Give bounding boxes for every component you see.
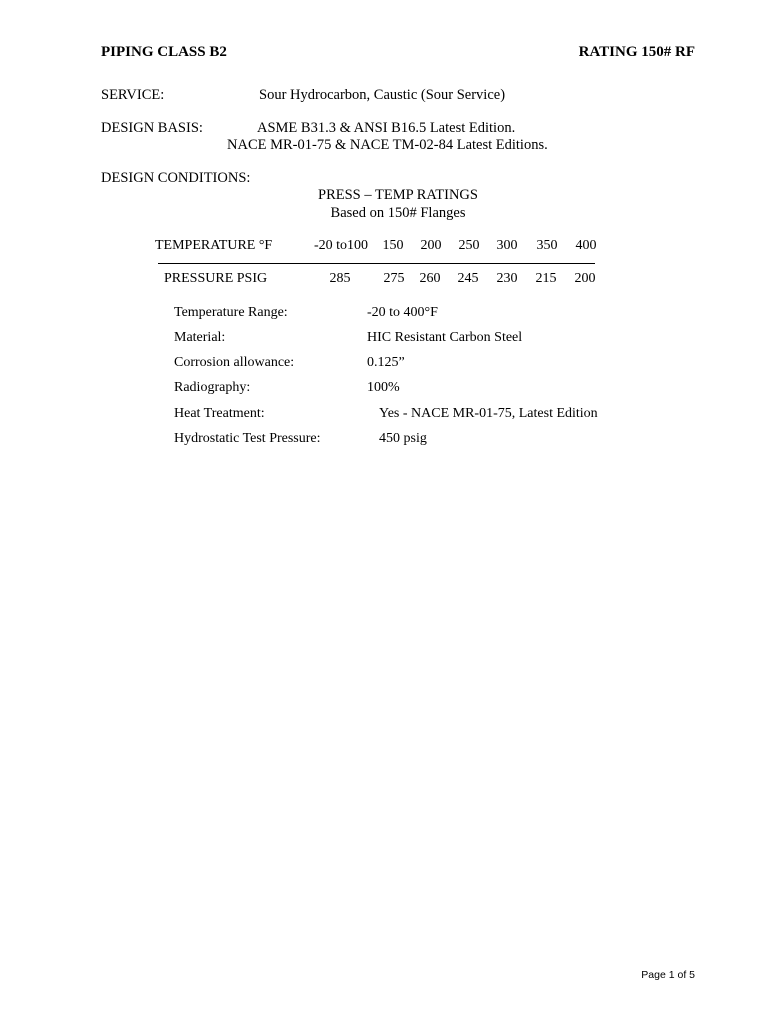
pressure-cell: 260 [419,271,441,286]
table-divider [158,263,595,264]
ratings-subtitle: Based on 150# Flanges [330,205,466,221]
design-conditions-label: DESIGN CONDITIONS: [101,170,251,186]
property-label: Temperature Range: [174,305,288,320]
design-basis-label: DESIGN BASIS: [101,120,203,136]
ratings-title: PRESS – TEMP RATINGS [318,187,478,203]
property-value: HIC Resistant Carbon Steel [367,330,523,345]
temperature-cell: 150 [382,238,404,253]
rating-heading: RATING 150# RF [578,44,695,60]
temperature-cell: 200 [420,238,442,253]
temperature-cell: 300 [496,238,518,253]
property-value: Yes - NACE MR-01-75, Latest Edition [379,406,598,421]
pressure-cell: 275 [383,271,405,286]
pressure-cell: 245 [457,271,479,286]
temperature-cell: 400 [575,238,597,253]
pressure-cell: 285 [329,271,351,286]
temperature-cell: 250 [458,238,480,253]
property-label: Corrosion allowance: [174,355,295,370]
property-label: Radiography: [174,380,251,395]
piping-class-heading: PIPING CLASS B2 [101,44,227,60]
pressure-cell: 215 [535,271,557,286]
property-value: 450 psig [379,431,427,446]
temperature-cell: 350 [536,238,558,253]
property-label: Material: [174,330,226,345]
page-number: Page 1 of 5 [641,969,695,981]
temperature-row-label: TEMPERATURE °F [155,238,273,253]
temperature-cell: -20 to100 [313,238,369,253]
property-label: Heat Treatment: [174,406,265,421]
property-value: 0.125” [367,355,405,370]
property-value: -20 to 400°F [367,305,438,320]
service-value: Sour Hydrocarbon, Caustic (Sour Service) [259,87,506,103]
property-value: 100% [367,380,400,395]
pressure-cell: 230 [496,271,518,286]
design-basis-line-2: NACE MR-01-75 & NACE TM-02-84 Latest Editions. [227,137,548,153]
design-basis-line-1: ASME B31.3 & ANSI B16.5 Latest Edition. [257,120,516,136]
service-label: SERVICE: [101,87,165,103]
pressure-cell: 200 [574,271,596,286]
pressure-row-label: PRESSURE PSIG [164,271,268,286]
property-label: Hydrostatic Test Pressure: [174,431,321,446]
